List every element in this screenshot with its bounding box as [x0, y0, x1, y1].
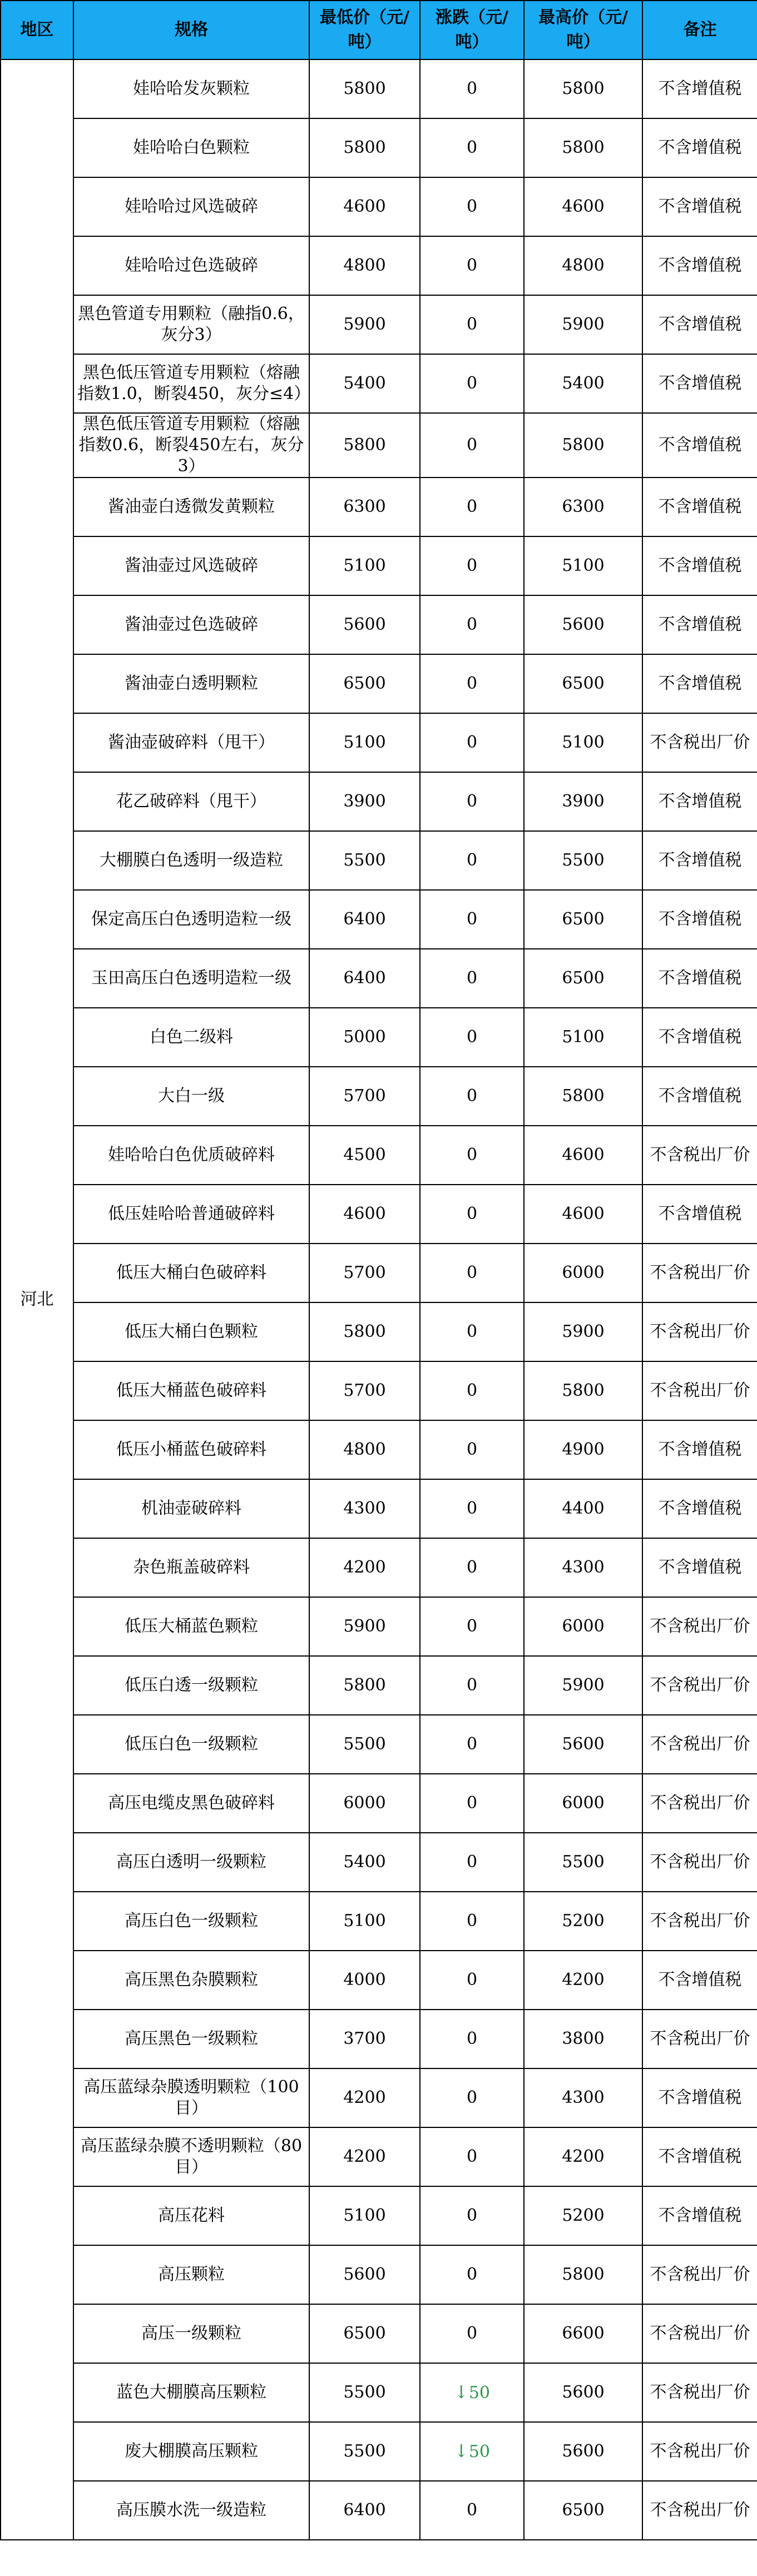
table-row	[1, 1185, 757, 1244]
spec-cell: 蓝色大棚膜高压颗粒	[73, 2363, 309, 2422]
note-cell: 不含增值税	[642, 1479, 757, 1538]
arrow-down-icon: ↓	[454, 2440, 469, 2461]
max-price-cell: 6300	[524, 478, 642, 536]
max-price-cell: 5800	[524, 2245, 642, 2304]
max-price-cell: 5900	[524, 1656, 642, 1715]
min-price-cell: 5500	[309, 2422, 420, 2481]
min-price-cell: 5700	[309, 1361, 420, 1420]
max-price-cell: 5800	[524, 413, 642, 478]
table-row	[1, 713, 757, 772]
max-price-cell: 5800	[524, 1361, 642, 1420]
min-price-cell: 6400	[309, 949, 420, 1008]
spec-cell: 高压一级颗粒	[73, 2304, 309, 2363]
table-row	[1, 2481, 757, 2540]
max-price-cell: 3900	[524, 772, 642, 831]
note-cell: 不含税出厂价	[642, 2245, 757, 2304]
min-price-cell: 4600	[309, 177, 420, 236]
max-price-cell: 4200	[524, 2127, 642, 2186]
min-price-cell: 4800	[309, 1420, 420, 1479]
spec-cell: 机油壶破碎料	[73, 1479, 309, 1538]
table-row	[1, 1126, 757, 1185]
table-row	[1, 177, 757, 236]
min-price-cell: 4300	[309, 1479, 420, 1538]
note-cell: 不含增值税	[642, 295, 757, 354]
note-cell: 不含增值税	[642, 654, 757, 713]
min-price-cell: 5100	[309, 713, 420, 772]
table-row	[1, 1597, 757, 1656]
min-price-cell: 5500	[309, 1715, 420, 1774]
note-cell: 不含增值税	[642, 413, 757, 478]
change-cell: 0	[420, 2304, 524, 2363]
spec-cell: 低压大桶蓝色颗粒	[73, 1597, 309, 1656]
note-cell: 不含税出厂价	[642, 1656, 757, 1715]
table-row	[1, 2068, 757, 2127]
note-cell: 不含增值税	[642, 1008, 757, 1067]
header-spec: 规格	[73, 1, 309, 59]
change-cell: 0	[420, 1951, 524, 2010]
min-price-cell: 4800	[309, 236, 420, 295]
min-price-cell: 5800	[309, 59, 420, 118]
change-cell: 0	[420, 595, 524, 654]
spec-cell: 低压大桶白色破碎料	[73, 1244, 309, 1302]
spec-cell: 低压白色一级颗粒	[73, 1715, 309, 1774]
spec-cell: 黑色低压管道专用颗粒（熔融指数0.6，断裂450左右，灰分3）	[73, 413, 309, 478]
table-row	[1, 1244, 757, 1302]
min-price-cell: 5800	[309, 1302, 420, 1361]
max-price-cell: 6500	[524, 2481, 642, 2540]
table-row	[1, 1008, 757, 1067]
table-row	[1, 1538, 757, 1597]
table-row	[1, 772, 757, 831]
min-price-cell: 5700	[309, 1244, 420, 1302]
max-price-cell: 6600	[524, 2304, 642, 2363]
change-cell: 0	[420, 2186, 524, 2245]
min-price-cell: 5100	[309, 536, 420, 595]
spec-cell: 酱油壶白透明颗粒	[73, 654, 309, 713]
spec-cell: 黑色管道专用颗粒（融指0.6，灰分3）	[73, 295, 309, 354]
change-cell: 0	[420, 59, 524, 118]
spec-cell: 酱油壶过色选破碎	[73, 595, 309, 654]
max-price-cell: 5900	[524, 295, 642, 354]
table-row	[1, 1479, 757, 1538]
note-cell: 不含税出厂价	[642, 2363, 757, 2422]
max-price-cell: 5600	[524, 2422, 642, 2481]
note-cell: 不含税出厂价	[642, 2010, 757, 2068]
max-price-cell: 5100	[524, 1008, 642, 1067]
max-price-cell: 5200	[524, 1892, 642, 1951]
table-row	[1, 1951, 757, 2010]
change-cell: 0	[420, 1361, 524, 1420]
spec-cell: 黑色低压管道专用颗粒（熔融指数1.0，断裂450，灰分≤4）	[73, 354, 309, 413]
change-cell: 0	[420, 654, 524, 713]
note-cell: 不含增值税	[642, 1420, 757, 1479]
note-cell: 不含税出厂价	[642, 1833, 757, 1892]
spec-cell: 高压白色一级颗粒	[73, 1892, 309, 1951]
note-cell: 不含税出厂价	[642, 2481, 757, 2540]
note-cell: 不含增值税	[642, 59, 757, 118]
header-row	[1, 1, 757, 59]
min-price-cell: 6400	[309, 890, 420, 949]
change-cell: 0	[420, 536, 524, 595]
max-price-cell: 5800	[524, 118, 642, 177]
change-cell: 0	[420, 2068, 524, 2127]
note-cell: 不含税出厂价	[642, 1126, 757, 1185]
max-price-cell: 5600	[524, 1715, 642, 1774]
spec-cell: 低压大桶蓝色破碎料	[73, 1361, 309, 1420]
change-cell: 0	[420, 1302, 524, 1361]
spec-cell: 高压膜水洗一级造粒	[73, 2481, 309, 2540]
min-price-cell: 5500	[309, 2363, 420, 2422]
min-price-cell: 4600	[309, 1185, 420, 1244]
note-cell: 不含税出厂价	[642, 2422, 757, 2481]
max-price-cell: 4600	[524, 1185, 642, 1244]
change-cell: 0	[420, 713, 524, 772]
change-cell: 0	[420, 1244, 524, 1302]
table-row	[1, 2127, 757, 2186]
spec-cell: 高压电缆皮黑色破碎料	[73, 1774, 309, 1833]
change-cell: 0	[420, 2245, 524, 2304]
table-row	[1, 1067, 757, 1126]
note-cell: 不含增值税	[642, 595, 757, 654]
max-price-cell: 4900	[524, 1420, 642, 1479]
note-cell: 不含增值税	[642, 772, 757, 831]
min-price-cell: 4200	[309, 2068, 420, 2127]
min-price-cell: 4500	[309, 1126, 420, 1185]
max-price-cell: 5600	[524, 2363, 642, 2422]
spec-cell: 低压小桶蓝色破碎料	[73, 1420, 309, 1479]
change-cell: 0	[420, 478, 524, 536]
spec-cell: 大棚膜白色透明一级造粒	[73, 831, 309, 890]
change-cell: 0	[420, 2481, 524, 2540]
note-cell: 不含增值税	[642, 1538, 757, 1597]
table-row	[1, 59, 757, 118]
table-row	[1, 595, 757, 654]
change-cell: 0	[420, 1833, 524, 1892]
spec-cell: 娃哈哈白色优质破碎料	[73, 1126, 309, 1185]
change-cell: 0	[420, 236, 524, 295]
max-price-cell: 5200	[524, 2186, 642, 2245]
table-row	[1, 295, 757, 354]
spec-cell: 玉田高压白色透明造粒一级	[73, 949, 309, 1008]
min-price-cell: 6500	[309, 654, 420, 713]
change-cell: 0	[420, 1715, 524, 1774]
max-price-cell: 5500	[524, 1833, 642, 1892]
max-price-cell: 5600	[524, 595, 642, 654]
max-price-cell: 5800	[524, 59, 642, 118]
change-cell: 0	[420, 949, 524, 1008]
note-cell: 不含增值税	[642, 2127, 757, 2186]
table-row	[1, 1715, 757, 1774]
max-price-cell: 6500	[524, 890, 642, 949]
spec-cell: 娃哈哈发灰颗粒	[73, 59, 309, 118]
spec-cell: 高压颗粒	[73, 2245, 309, 2304]
min-price-cell: 5800	[309, 118, 420, 177]
spec-cell: 低压白透一级颗粒	[73, 1656, 309, 1715]
note-cell: 不含增值税	[642, 2068, 757, 2127]
max-price-cell: 5100	[524, 536, 642, 595]
table-row	[1, 354, 757, 413]
table-row	[1, 2363, 757, 2422]
change-cell: 0	[420, 295, 524, 354]
max-price-cell: 4300	[524, 1538, 642, 1597]
table-row	[1, 236, 757, 295]
change-cell: 0	[420, 1479, 524, 1538]
change-cell: 0	[420, 2010, 524, 2068]
note-cell: 不含税出厂价	[642, 1302, 757, 1361]
change-cell: 0	[420, 1597, 524, 1656]
min-price-cell: 5500	[309, 831, 420, 890]
note-cell: 不含税出厂价	[642, 1361, 757, 1420]
min-price-cell: 4200	[309, 1538, 420, 1597]
spec-cell: 高压蓝绿杂膜不透明颗粒（80目）	[73, 2127, 309, 2186]
note-cell: 不含增值税	[642, 1067, 757, 1126]
change-cell: 0	[420, 118, 524, 177]
table-row	[1, 1420, 757, 1479]
spec-cell: 白色二级料	[73, 1008, 309, 1067]
change-cell: 0	[420, 1538, 524, 1597]
min-price-cell: 4000	[309, 1951, 420, 2010]
spec-cell: 娃哈哈过色选破碎	[73, 236, 309, 295]
change-cell: 0	[420, 1185, 524, 1244]
spec-cell: 酱油壶破碎料（甩干）	[73, 713, 309, 772]
note-cell: 不含增值税	[642, 890, 757, 949]
change-cell: 0	[420, 890, 524, 949]
change-cell: 0	[420, 772, 524, 831]
header-max-price: 最高价（元/吨）	[524, 1, 642, 59]
max-price-cell: 4800	[524, 236, 642, 295]
note-cell: 不含增值税	[642, 118, 757, 177]
spec-cell: 高压黑色杂膜颗粒	[73, 1951, 309, 2010]
min-price-cell: 5400	[309, 1833, 420, 1892]
spec-cell: 保定高压白色透明造粒一级	[73, 890, 309, 949]
max-price-cell: 6500	[524, 949, 642, 1008]
change-value: 50	[468, 2442, 490, 2461]
change-cell: 0	[420, 413, 524, 478]
change-cell	[420, 2422, 524, 2481]
change-cell: 0	[420, 831, 524, 890]
max-price-cell: 4600	[524, 177, 642, 236]
min-price-cell: 5800	[309, 1656, 420, 1715]
spec-cell: 高压蓝绿杂膜透明颗粒（100目）	[73, 2068, 309, 2127]
max-price-cell: 5900	[524, 1302, 642, 1361]
change-cell: 0	[420, 2127, 524, 2186]
note-cell: 不含增值税	[642, 354, 757, 413]
min-price-cell: 3700	[309, 2010, 420, 2068]
table-row	[1, 831, 757, 890]
note-cell: 不含税出厂价	[642, 713, 757, 772]
spec-cell: 娃哈哈过风选破碎	[73, 177, 309, 236]
spec-cell: 高压白透明一级颗粒	[73, 1833, 309, 1892]
min-price-cell: 5800	[309, 413, 420, 478]
max-price-cell: 5400	[524, 354, 642, 413]
max-price-cell: 6000	[524, 1597, 642, 1656]
table-row	[1, 118, 757, 177]
note-cell: 不含税出厂价	[642, 1774, 757, 1833]
header-change: 涨跌（元/吨）	[420, 1, 524, 59]
change-cell: 0	[420, 1420, 524, 1479]
max-price-cell: 6000	[524, 1244, 642, 1302]
min-price-cell: 5600	[309, 595, 420, 654]
table-row	[1, 2422, 757, 2481]
spec-cell: 酱油壶过风选破碎	[73, 536, 309, 595]
arrow-down-icon: ↓	[454, 2381, 469, 2403]
change-cell: 0	[420, 1774, 524, 1833]
table-row	[1, 1302, 757, 1361]
table-row	[1, 654, 757, 713]
note-cell: 不含增值税	[642, 1185, 757, 1244]
min-price-cell: 5900	[309, 1597, 420, 1656]
min-price-cell: 3900	[309, 772, 420, 831]
spec-cell: 酱油壶白透微发黄颗粒	[73, 478, 309, 536]
min-price-cell: 6400	[309, 2481, 420, 2540]
table-row	[1, 2010, 757, 2068]
change-value: 50	[468, 2383, 490, 2403]
max-price-cell: 4600	[524, 1126, 642, 1185]
min-price-cell: 6300	[309, 478, 420, 536]
header-region: 地区	[1, 1, 73, 59]
change-cell: 0	[420, 177, 524, 236]
change-cell: 0	[420, 1067, 524, 1126]
table-row	[1, 1656, 757, 1715]
spec-cell: 高压黑色一级颗粒	[73, 2010, 309, 2068]
min-price-cell: 6000	[309, 1774, 420, 1833]
change-cell: 0	[420, 1008, 524, 1067]
note-cell: 不含税出厂价	[642, 1597, 757, 1656]
table-row	[1, 1833, 757, 1892]
note-cell: 不含增值税	[642, 236, 757, 295]
table-row	[1, 2304, 757, 2363]
change-cell: 0	[420, 1892, 524, 1951]
note-cell: 不含税出厂价	[642, 1715, 757, 1774]
table-row	[1, 536, 757, 595]
spec-cell: 杂色瓶盖破碎料	[73, 1538, 309, 1597]
table-row	[1, 478, 757, 536]
table-row	[1, 2245, 757, 2304]
note-cell: 不含增值税	[642, 1951, 757, 2010]
spec-cell: 花乙破碎料（甩干）	[73, 772, 309, 831]
min-price-cell: 5100	[309, 2186, 420, 2245]
change-cell: 0	[420, 354, 524, 413]
table-row	[1, 1774, 757, 1833]
max-price-cell: 4300	[524, 2068, 642, 2127]
note-cell: 不含增值税	[642, 831, 757, 890]
note-cell: 不含税出厂价	[642, 1892, 757, 1951]
max-price-cell: 5800	[524, 1067, 642, 1126]
table-row	[1, 949, 757, 1008]
change-cell: 0	[420, 1656, 524, 1715]
change-cell	[420, 2363, 524, 2422]
spec-cell: 低压娃哈哈普通破碎料	[73, 1185, 309, 1244]
table-row	[1, 1892, 757, 1951]
min-price-cell: 4200	[309, 2127, 420, 2186]
region-cell: 河北	[1, 59, 73, 2540]
max-price-cell: 3800	[524, 2010, 642, 2068]
min-price-cell: 5600	[309, 2245, 420, 2304]
spec-cell: 低压大桶白色颗粒	[73, 1302, 309, 1361]
note-cell: 不含税出厂价	[642, 1244, 757, 1302]
max-price-cell: 4200	[524, 1951, 642, 2010]
spec-cell: 娃哈哈白色颗粒	[73, 118, 309, 177]
min-price-cell: 5900	[309, 295, 420, 354]
header-note: 备注	[642, 1, 757, 59]
table-row	[1, 413, 757, 478]
min-price-cell: 5400	[309, 354, 420, 413]
note-cell: 不含增值税	[642, 478, 757, 536]
table-row	[1, 1361, 757, 1420]
note-cell: 不含增值税	[642, 949, 757, 1008]
max-price-cell: 5100	[524, 713, 642, 772]
spec-cell: 废大棚膜高压颗粒	[73, 2422, 309, 2481]
min-price-cell: 6500	[309, 2304, 420, 2363]
table-row	[1, 890, 757, 949]
min-price-cell: 5000	[309, 1008, 420, 1067]
note-cell: 不含增值税	[642, 177, 757, 236]
note-cell: 不含增值税	[642, 536, 757, 595]
min-price-cell: 5700	[309, 1067, 420, 1126]
spec-cell: 高压花料	[73, 2186, 309, 2245]
spec-cell: 大白一级	[73, 1067, 309, 1126]
header-min-price: 最低价（元/吨）	[309, 1, 420, 59]
table-row	[1, 2186, 757, 2245]
min-price-cell: 5100	[309, 1892, 420, 1951]
max-price-cell: 6500	[524, 654, 642, 713]
change-cell: 0	[420, 1126, 524, 1185]
note-cell: 不含税出厂价	[642, 2304, 757, 2363]
max-price-cell: 5500	[524, 831, 642, 890]
max-price-cell: 4400	[524, 1479, 642, 1538]
note-cell: 不含增值税	[642, 2186, 757, 2245]
max-price-cell: 6000	[524, 1774, 642, 1833]
